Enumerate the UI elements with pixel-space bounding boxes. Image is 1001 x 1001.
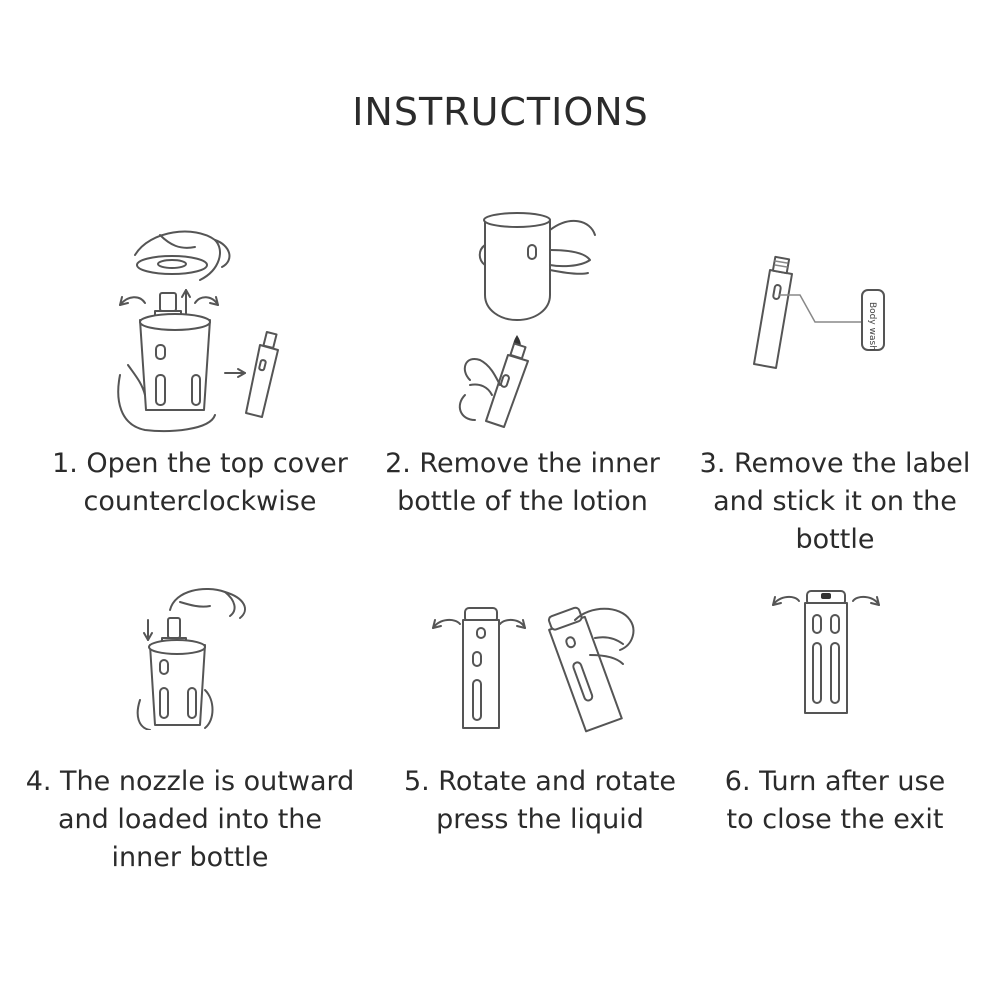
turn-close-illustration (765, 585, 895, 715)
step-5-caption: 5. Rotate and rotate press the liquid (403, 766, 677, 835)
step-4-caption: 4. The nozzle is outward and loaded into the inner bottle (25, 766, 355, 873)
load-nozzle-illustration (130, 580, 270, 730)
page-title: INSTRUCTIONS (352, 90, 649, 134)
step-3-caption: 3. Remove the label and stick it on the bottle (699, 448, 971, 555)
label-inner-bottle-illustration (740, 250, 900, 390)
open-top-cover-illustration (100, 225, 300, 435)
remove-inner-bottle-illustration (440, 205, 600, 435)
rotate-press-illustration (425, 600, 645, 740)
step-6-caption: 6. Turn after use to close the exit (724, 766, 946, 835)
label-tag-text: Body wash (867, 302, 877, 351)
step-2-caption: 2. Remove the inner bottle of the lotion (385, 448, 660, 517)
step-1-caption: 1. Open the top cover counterclockwise (52, 448, 348, 517)
